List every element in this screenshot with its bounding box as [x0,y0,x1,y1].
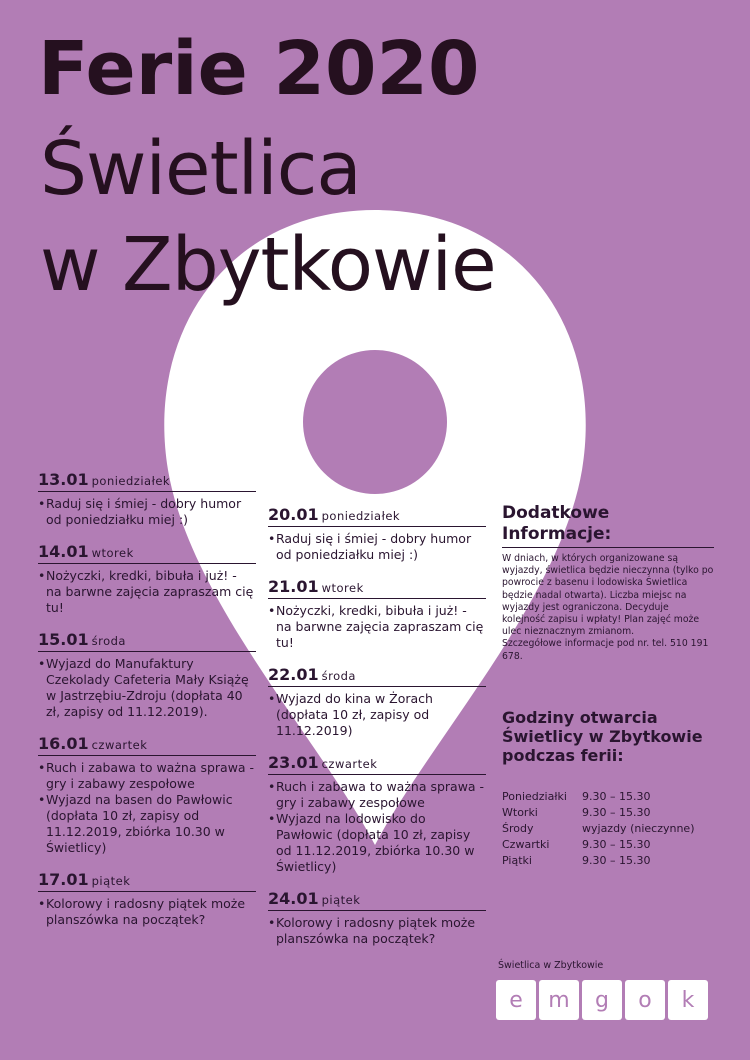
day-header [268,665,486,687]
schedule-day [38,870,256,928]
schedule-day [268,505,486,563]
activity-item: • Kolorowy i radosny piątek może planszówka na początek? [38,896,256,928]
day-header [38,630,256,652]
day-weekday: piątek [91,874,131,888]
hours-title: Godziny otwarcia Świetlicy w Zbytkowie podczas ferii: [502,708,703,765]
day-date: 16.01 [38,734,89,753]
activity-item: • Nożyczki, kredki, bibuła i już! - na barwne zajęcia zapraszam cię tu! [38,568,256,616]
hours-row: Poniedziałki 9.30 – 15.30 [502,790,651,803]
logo-letter-box: g [582,980,622,1020]
day-header [268,889,486,911]
info-body [502,553,714,663]
logo-letter-box: k [668,980,708,1020]
schedule-day [38,542,256,616]
activity-item: • Ruch i zabawa to ważna sprawa - gry i zabawy zespołowe [268,779,486,811]
poster-title: Ferie 2020 [38,26,480,112]
schedule-day [268,665,486,739]
activity-item: • Wyjazd do Manufaktury Czekolady Cafeteria Mały Książę w Jastrzębiu-Zdroju (dopłata 40 zł, zapisy od 11.12.2019). [38,656,256,720]
day-weekday: czwartek [321,757,378,771]
hours-row: Środy wyjazdy (nieczynne) [502,822,695,835]
organizer-label: Świetlica w Zbytkowie [498,960,604,971]
poster-subtitle-line2: w Zbytkowie [40,222,496,308]
day-header [268,753,486,775]
day-weekday: wtorek [321,581,364,595]
hours-row: Piątki 9.30 – 15.30 [502,854,651,867]
poster-subtitle-line1: Świetlica [40,126,361,212]
activity-item: • Wyjazd do kina w Żorach (dopłata 10 zł, zapisy od 11.12.2019) [268,691,486,739]
opening-hours [502,708,717,869]
schedule-day [268,889,486,947]
schedule-day [38,734,256,856]
activity-item: • Wyjazd na basen do Pawłowic (dopłata 10 zł, zapisy od 11.12.2019, zbiórka 10.30 w Świetlicy) [38,792,256,856]
logo-letter-box: m [539,980,579,1020]
day-weekday: poniedziałek [321,509,401,523]
day-header [268,577,486,599]
day-weekday: wtorek [91,546,134,560]
day-date: 21.01 [268,577,319,596]
day-date: 15.01 [38,630,89,649]
emgok-logo [496,980,708,1020]
day-weekday: środa [91,634,126,648]
additional-info [502,503,714,663]
schedule-week1 [38,470,256,942]
info-title: Dodatkowe Informacje: [502,503,714,548]
day-weekday: czwartek [91,738,148,752]
activity-item: • Wyjazd na lodowisko do Pawłowic (dopłata 10 zł, zapisy od 11.12.2019, zbiórka 10.30 w Świetlicy) [268,811,486,875]
day-header [38,542,256,564]
info-paragraph: W dniach, w których organizowane są wyjazdy, świetlica będzie nieczynna (tylko po powrocie z basenu i lodowiska Świetlica będzie nadal otwarta). Liczba miejsc na wyjazdy jest ograniczona. Decyduje kolejność zapisu i wpłaty! Plan zajęć może ulec nieznacznym zmianom. [502,553,714,638]
day-weekday: piątek [321,893,361,907]
day-header [38,734,256,756]
hours-row: Wtorki 9.30 – 15.30 [502,806,651,819]
day-weekday: środa [321,669,356,683]
day-date: 14.01 [38,542,89,561]
schedule-day [38,630,256,720]
schedule-week2 [268,505,486,961]
day-date: 22.01 [268,665,319,684]
logo-letter-box: o [625,980,665,1020]
day-header [38,470,256,492]
info-contact: Szczegółowe informacje pod nr. tel. 510 191 678. [502,638,709,662]
activity-item: • Raduj się i śmiej - dobry humor od poniedziałku miej :) [38,496,256,528]
day-header [268,505,486,527]
activity-item: • Nożyczki, kredki, bibuła i już! - na barwne zajęcia zapraszam cię tu! [268,603,486,651]
activity-item: • Ruch i zabawa to ważna sprawa - gry i zabawy zespołowe [38,760,256,792]
hours-table [502,789,717,869]
schedule-day [268,753,486,875]
logo-letter-box: e [496,980,536,1020]
activity-item: • Kolorowy i radosny piątek może planszówka na początek? [268,915,486,947]
day-date: 23.01 [268,753,319,772]
schedule-day [268,577,486,651]
day-weekday: poniedziałek [91,474,171,488]
day-header [38,870,256,892]
activity-item: • Raduj się i śmiej - dobry humor od poniedziałku miej :) [268,531,486,563]
day-date: 24.01 [268,889,319,908]
day-date: 20.01 [268,505,319,524]
schedule-day [38,470,256,528]
hours-row: Czwartki 9.30 – 15.30 [502,838,651,851]
day-date: 13.01 [38,470,89,489]
day-date: 17.01 [38,870,89,889]
